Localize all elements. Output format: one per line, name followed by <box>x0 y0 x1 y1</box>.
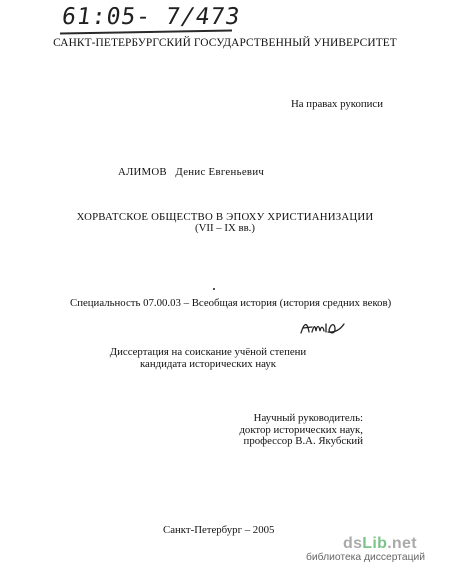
logo-suffix: .net <box>387 535 417 552</box>
signature-icon <box>298 315 346 339</box>
ink-underline <box>60 29 232 34</box>
advisor-degree: доктор исторических наук, <box>239 423 363 436</box>
degree-line-2: кандидата исторических наук <box>139 357 277 370</box>
logo-prefix: ds <box>343 535 363 552</box>
author-given-names: Денис Евгеньевич <box>175 166 265 178</box>
dslib-logo[interactable] <box>343 535 443 553</box>
advisor-name: профессор В.А. Якубский <box>243 435 363 447</box>
title-line-1: ХОРВАТСКОЕ ОБЩЕСТВО В ЭПОХУ ХРИСТИАНИЗАЦИИ <box>76 211 374 223</box>
specialty-line: Специальность 07.00.03 – Всеобщая история (история средних веков) <box>70 297 392 309</box>
author-surname: АЛИМОВ <box>118 166 167 178</box>
dslib-watermark[interactable] <box>306 535 443 563</box>
title-line-2: (VII – IX вв.) <box>195 222 255 234</box>
advisor-block <box>239 413 363 448</box>
university-heading: САНКТ-ПЕТЕРБУРГСКИЙ ГОСУДАРСТВЕННЫЙ УНИВЕРСИТЕТ <box>53 37 397 49</box>
watermark-tagline: библиотека диссертаций <box>306 552 426 563</box>
dissertation-degree <box>98 347 318 370</box>
city-year-footer: Санкт-Петербург – 2005 <box>163 524 275 536</box>
advisor-label: Научный руководитель: <box>253 412 363 424</box>
handwritten-archive-code: 61:05- 7/473 <box>60 4 242 30</box>
author-line <box>118 166 264 178</box>
dissertation-title <box>0 212 450 234</box>
logo-lib: Lib <box>362 535 388 552</box>
rights-note: На правах рукописи <box>291 98 383 110</box>
degree-line-1: Диссертация на соискание учёной степени <box>109 346 307 358</box>
stray-dot <box>213 288 215 290</box>
